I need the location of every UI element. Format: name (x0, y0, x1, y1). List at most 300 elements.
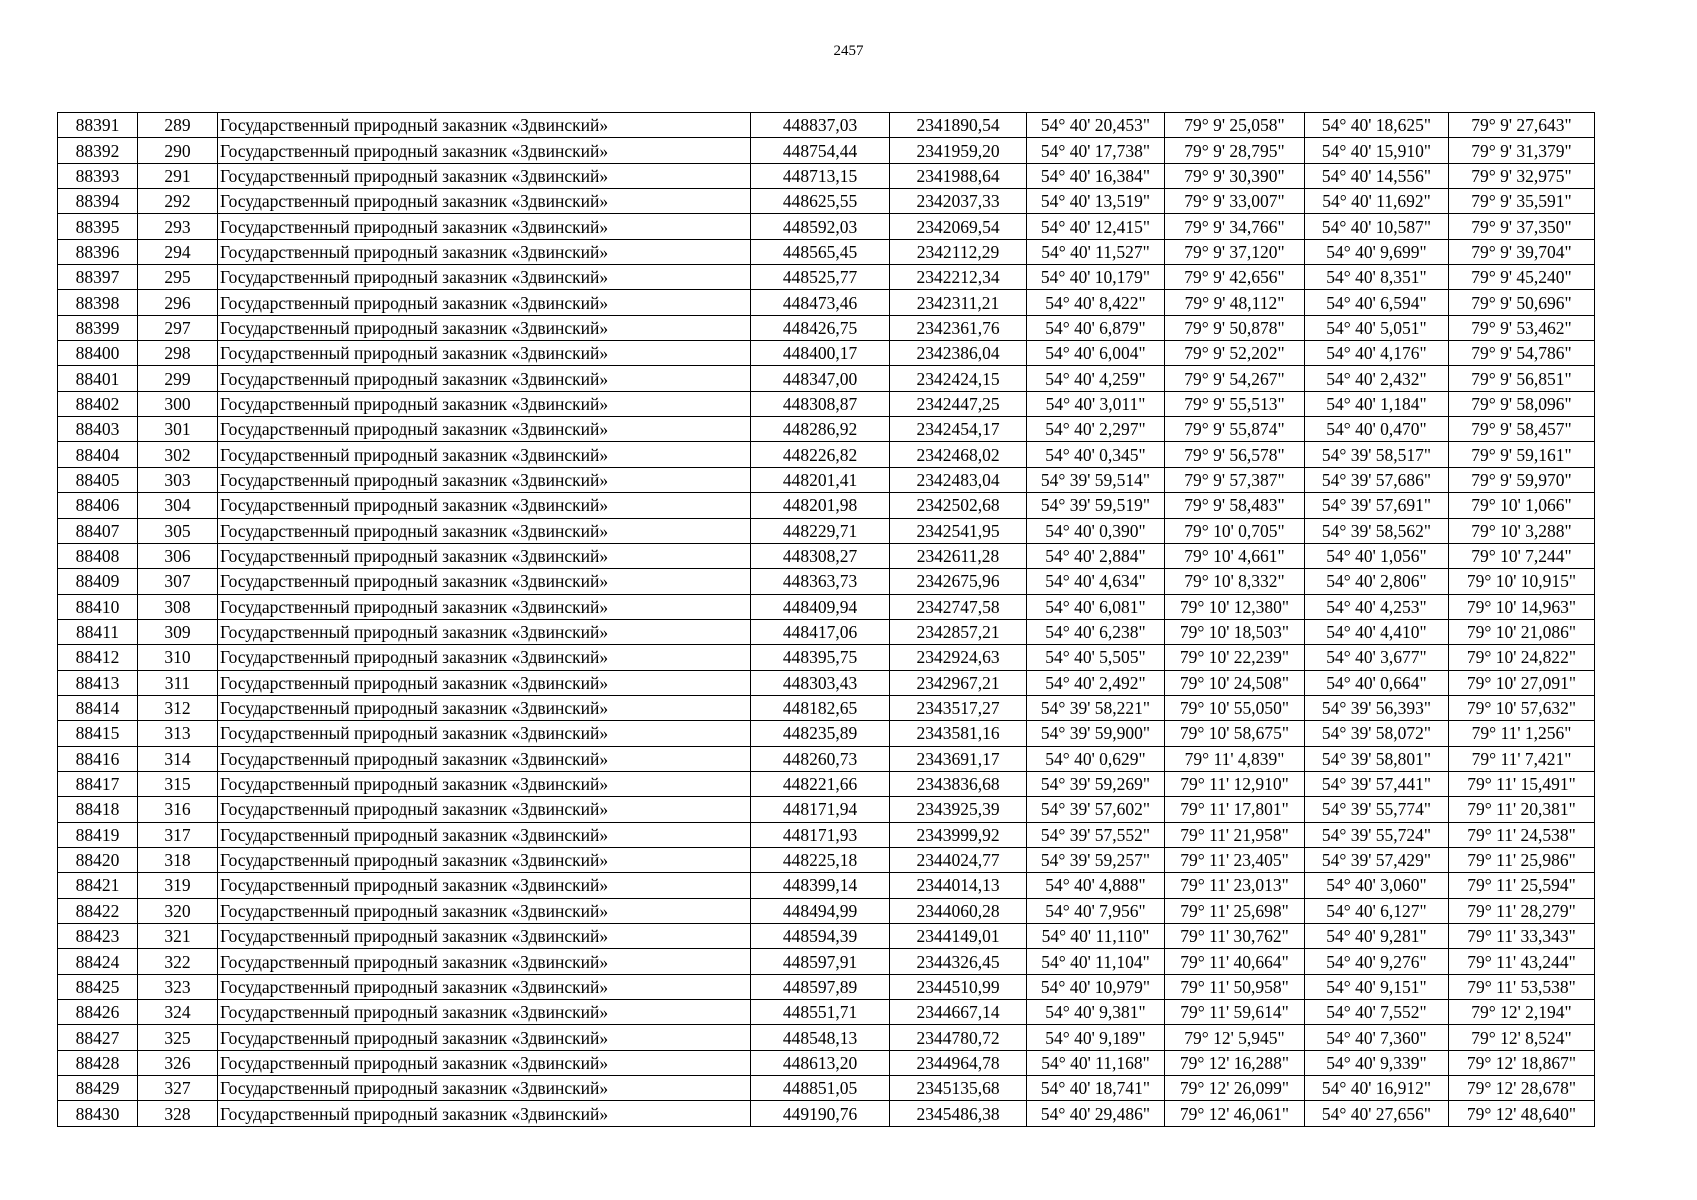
object-name-cell: Государственный природный заказник «Здвинский» (218, 518, 751, 543)
longitude-2-cell: 79° 9' 32,975" (1449, 163, 1595, 188)
record-id-cell: 88415 (58, 721, 138, 746)
table-row (58, 518, 1595, 543)
longitude-1-cell: 79° 12' 26,099" (1165, 1076, 1305, 1101)
latitude-1-cell: 54° 40' 4,259" (1027, 366, 1165, 391)
x-coordinate-cell: 448171,94 (751, 797, 890, 822)
longitude-1-cell: 79° 9' 50,878" (1165, 315, 1305, 340)
record-id-cell: 88404 (58, 442, 138, 467)
longitude-2-cell: 79° 9' 37,350" (1449, 214, 1595, 239)
y-coordinate-cell: 2342747,58 (890, 594, 1027, 619)
table-row (58, 341, 1595, 366)
latitude-1-cell: 54° 40' 6,004" (1027, 341, 1165, 366)
longitude-2-cell: 79° 12' 8,524" (1449, 1025, 1595, 1050)
x-coordinate-cell: 448260,73 (751, 746, 890, 771)
longitude-1-cell: 79° 9' 56,578" (1165, 442, 1305, 467)
record-id-cell: 88412 (58, 645, 138, 670)
point-number-cell: 297 (138, 315, 218, 340)
longitude-2-cell: 79° 12' 48,640" (1449, 1101, 1595, 1126)
latitude-1-cell: 54° 40' 11,527" (1027, 239, 1165, 264)
latitude-1-cell: 54° 40' 0,345" (1027, 442, 1165, 467)
latitude-2-cell: 54° 40' 10,587" (1305, 214, 1449, 239)
record-id-cell: 88395 (58, 214, 138, 239)
longitude-1-cell: 79° 9' 42,656" (1165, 265, 1305, 290)
longitude-1-cell: 79° 10' 8,332" (1165, 569, 1305, 594)
latitude-1-cell: 54° 40' 2,884" (1027, 543, 1165, 568)
longitude-2-cell: 79° 11' 28,279" (1449, 898, 1595, 923)
longitude-2-cell: 79° 9' 50,696" (1449, 290, 1595, 315)
y-coordinate-cell: 2344964,78 (890, 1050, 1027, 1075)
x-coordinate-cell: 448229,71 (751, 518, 890, 543)
x-coordinate-cell: 448409,94 (751, 594, 890, 619)
record-id-cell: 88417 (58, 771, 138, 796)
table-row (58, 949, 1595, 974)
table-row (58, 1101, 1595, 1126)
latitude-2-cell: 54° 40' 9,276" (1305, 949, 1449, 974)
point-number-cell: 292 (138, 189, 218, 214)
page-number: 2457 (833, 43, 864, 59)
y-coordinate-cell: 2342069,54 (890, 214, 1027, 239)
object-name-cell: Государственный природный заказник «Здвинский» (218, 290, 751, 315)
y-coordinate-cell: 2342361,76 (890, 315, 1027, 340)
longitude-2-cell: 79° 9' 58,457" (1449, 417, 1595, 442)
object-name-cell: Государственный природный заказник «Здвинский» (218, 189, 751, 214)
longitude-2-cell: 79° 9' 54,786" (1449, 341, 1595, 366)
point-number-cell: 300 (138, 391, 218, 416)
object-name-cell: Государственный природный заказник «Здвинский» (218, 1025, 751, 1050)
record-id-cell: 88421 (58, 873, 138, 898)
x-coordinate-cell: 448347,00 (751, 366, 890, 391)
table-row (58, 366, 1595, 391)
x-coordinate-cell: 448399,14 (751, 873, 890, 898)
longitude-1-cell: 79° 10' 12,380" (1165, 594, 1305, 619)
object-name-cell: Государственный природный заказник «Здвинский» (218, 1101, 751, 1126)
longitude-2-cell: 79° 9' 53,462" (1449, 315, 1595, 340)
x-coordinate-cell: 448363,73 (751, 569, 890, 594)
latitude-1-cell: 54° 40' 10,179" (1027, 265, 1165, 290)
longitude-1-cell: 79° 11' 50,958" (1165, 974, 1305, 999)
point-number-cell: 312 (138, 695, 218, 720)
object-name-cell: Государственный природный заказник «Здвинский» (218, 746, 751, 771)
table-row (58, 670, 1595, 695)
longitude-1-cell: 79° 9' 52,202" (1165, 341, 1305, 366)
y-coordinate-cell: 2344326,45 (890, 949, 1027, 974)
latitude-1-cell: 54° 40' 4,888" (1027, 873, 1165, 898)
x-coordinate-cell: 448201,98 (751, 493, 890, 518)
latitude-1-cell: 54° 40' 11,110" (1027, 924, 1165, 949)
object-name-cell: Государственный природный заказник «Здвинский» (218, 822, 751, 847)
record-id-cell: 88413 (58, 670, 138, 695)
longitude-1-cell: 79° 11' 12,910" (1165, 771, 1305, 796)
y-coordinate-cell: 2342611,28 (890, 543, 1027, 568)
x-coordinate-cell: 448494,99 (751, 898, 890, 923)
latitude-2-cell: 54° 40' 1,184" (1305, 391, 1449, 416)
latitude-2-cell: 54° 40' 18,625" (1305, 113, 1449, 138)
point-number-cell: 317 (138, 822, 218, 847)
longitude-2-cell: 79° 10' 24,822" (1449, 645, 1595, 670)
latitude-2-cell: 54° 40' 7,360" (1305, 1025, 1449, 1050)
y-coordinate-cell: 2341890,54 (890, 113, 1027, 138)
record-id-cell: 88393 (58, 163, 138, 188)
record-id-cell: 88409 (58, 569, 138, 594)
point-number-cell: 315 (138, 771, 218, 796)
record-id-cell: 88397 (58, 265, 138, 290)
longitude-1-cell: 79° 10' 22,239" (1165, 645, 1305, 670)
y-coordinate-cell: 2344060,28 (890, 898, 1027, 923)
x-coordinate-cell: 448182,65 (751, 695, 890, 720)
y-coordinate-cell: 2343836,68 (890, 771, 1027, 796)
longitude-2-cell: 79° 12' 18,867" (1449, 1050, 1595, 1075)
record-id-cell: 88406 (58, 493, 138, 518)
coordinates-table (57, 112, 1595, 1127)
point-number-cell: 320 (138, 898, 218, 923)
object-name-cell: Государственный природный заказник «Здвинский» (218, 670, 751, 695)
x-coordinate-cell: 448837,03 (751, 113, 890, 138)
record-id-cell: 88408 (58, 543, 138, 568)
y-coordinate-cell: 2343517,27 (890, 695, 1027, 720)
latitude-1-cell: 54° 39' 59,514" (1027, 467, 1165, 492)
object-name-cell: Государственный природный заказник «Здвинский» (218, 771, 751, 796)
latitude-1-cell: 54° 39' 59,900" (1027, 721, 1165, 746)
longitude-2-cell: 79° 9' 58,096" (1449, 391, 1595, 416)
latitude-2-cell: 54° 40' 4,253" (1305, 594, 1449, 619)
object-name-cell: Государственный природный заказник «Здвинский» (218, 543, 751, 568)
object-name-cell: Государственный природный заказник «Здвинский» (218, 695, 751, 720)
y-coordinate-cell: 2342502,68 (890, 493, 1027, 518)
table-row (58, 1000, 1595, 1025)
point-number-cell: 306 (138, 543, 218, 568)
object-name-cell: Государственный природный заказник «Здвинский» (218, 467, 751, 492)
longitude-1-cell: 79° 9' 57,387" (1165, 467, 1305, 492)
point-number-cell: 314 (138, 746, 218, 771)
object-name-cell: Государственный природный заказник «Здвинский» (218, 949, 751, 974)
x-coordinate-cell: 448235,89 (751, 721, 890, 746)
y-coordinate-cell: 2342212,34 (890, 265, 1027, 290)
y-coordinate-cell: 2342857,21 (890, 619, 1027, 644)
latitude-1-cell: 54° 40' 4,634" (1027, 569, 1165, 594)
latitude-2-cell: 54° 40' 6,127" (1305, 898, 1449, 923)
table-row (58, 594, 1595, 619)
x-coordinate-cell: 448525,77 (751, 265, 890, 290)
latitude-1-cell: 54° 40' 7,956" (1027, 898, 1165, 923)
record-id-cell: 88422 (58, 898, 138, 923)
longitude-2-cell: 79° 12' 2,194" (1449, 1000, 1595, 1025)
object-name-cell: Государственный природный заказник «Здвинский» (218, 797, 751, 822)
y-coordinate-cell: 2344149,01 (890, 924, 1027, 949)
record-id-cell: 88394 (58, 189, 138, 214)
point-number-cell: 311 (138, 670, 218, 695)
y-coordinate-cell: 2343581,16 (890, 721, 1027, 746)
y-coordinate-cell: 2342386,04 (890, 341, 1027, 366)
latitude-1-cell: 54° 40' 12,415" (1027, 214, 1165, 239)
longitude-2-cell: 79° 11' 25,594" (1449, 873, 1595, 898)
x-coordinate-cell: 448226,82 (751, 442, 890, 467)
latitude-2-cell: 54° 39' 57,686" (1305, 467, 1449, 492)
record-id-cell: 88396 (58, 239, 138, 264)
latitude-1-cell: 54° 40' 6,081" (1027, 594, 1165, 619)
object-name-cell: Государственный природный заказник «Здвинский» (218, 1076, 751, 1101)
y-coordinate-cell: 2342311,21 (890, 290, 1027, 315)
latitude-2-cell: 54° 40' 0,664" (1305, 670, 1449, 695)
y-coordinate-cell: 2342924,63 (890, 645, 1027, 670)
latitude-2-cell: 54° 40' 8,351" (1305, 265, 1449, 290)
longitude-2-cell: 79° 10' 27,091" (1449, 670, 1595, 695)
latitude-1-cell: 54° 40' 2,297" (1027, 417, 1165, 442)
x-coordinate-cell: 448548,13 (751, 1025, 890, 1050)
point-number-cell: 294 (138, 239, 218, 264)
x-coordinate-cell: 448400,17 (751, 341, 890, 366)
longitude-1-cell: 79° 11' 40,664" (1165, 949, 1305, 974)
longitude-2-cell: 79° 11' 24,538" (1449, 822, 1595, 847)
point-number-cell: 304 (138, 493, 218, 518)
x-coordinate-cell: 448308,87 (751, 391, 890, 416)
latitude-1-cell: 54° 40' 9,189" (1027, 1025, 1165, 1050)
object-name-cell: Государственный природный заказник «Здвинский» (218, 645, 751, 670)
y-coordinate-cell: 2341959,20 (890, 138, 1027, 163)
latitude-1-cell: 54° 40' 11,104" (1027, 949, 1165, 974)
latitude-1-cell: 54° 39' 57,552" (1027, 822, 1165, 847)
table-row (58, 771, 1595, 796)
y-coordinate-cell: 2342483,04 (890, 467, 1027, 492)
latitude-2-cell: 54° 40' 4,410" (1305, 619, 1449, 644)
x-coordinate-cell: 448417,06 (751, 619, 890, 644)
table-row (58, 873, 1595, 898)
longitude-2-cell: 79° 9' 35,591" (1449, 189, 1595, 214)
longitude-2-cell: 79° 10' 1,066" (1449, 493, 1595, 518)
longitude-2-cell: 79° 11' 7,421" (1449, 746, 1595, 771)
latitude-2-cell: 54° 40' 3,060" (1305, 873, 1449, 898)
latitude-2-cell: 54° 39' 58,801" (1305, 746, 1449, 771)
object-name-cell: Государственный природный заказник «Здвинский» (218, 138, 751, 163)
record-id-cell: 88405 (58, 467, 138, 492)
object-name-cell: Государственный природный заказник «Здвинский» (218, 1000, 751, 1025)
point-number-cell: 321 (138, 924, 218, 949)
latitude-2-cell: 54° 39' 57,441" (1305, 771, 1449, 796)
record-id-cell: 88400 (58, 341, 138, 366)
y-coordinate-cell: 2345135,68 (890, 1076, 1027, 1101)
longitude-2-cell: 79° 9' 59,161" (1449, 442, 1595, 467)
latitude-2-cell: 54° 40' 0,470" (1305, 417, 1449, 442)
point-number-cell: 302 (138, 442, 218, 467)
longitude-2-cell: 79° 9' 56,851" (1449, 366, 1595, 391)
x-coordinate-cell: 448426,75 (751, 315, 890, 340)
latitude-2-cell: 54° 40' 4,176" (1305, 341, 1449, 366)
latitude-2-cell: 54° 40' 2,432" (1305, 366, 1449, 391)
latitude-2-cell: 54° 39' 56,393" (1305, 695, 1449, 720)
longitude-1-cell: 79° 9' 25,058" (1165, 113, 1305, 138)
longitude-2-cell: 79° 10' 3,288" (1449, 518, 1595, 543)
latitude-2-cell: 54° 40' 11,692" (1305, 189, 1449, 214)
latitude-1-cell: 54° 40' 0,629" (1027, 746, 1165, 771)
record-id-cell: 88420 (58, 847, 138, 872)
latitude-1-cell: 54° 40' 9,381" (1027, 1000, 1165, 1025)
longitude-2-cell: 79° 9' 39,704" (1449, 239, 1595, 264)
x-coordinate-cell: 448308,27 (751, 543, 890, 568)
point-number-cell: 299 (138, 366, 218, 391)
y-coordinate-cell: 2344024,77 (890, 847, 1027, 872)
longitude-1-cell: 79° 11' 17,801" (1165, 797, 1305, 822)
longitude-1-cell: 79° 9' 28,795" (1165, 138, 1305, 163)
record-id-cell: 88426 (58, 1000, 138, 1025)
x-coordinate-cell: 448201,41 (751, 467, 890, 492)
y-coordinate-cell: 2345486,38 (890, 1101, 1027, 1126)
y-coordinate-cell: 2342675,96 (890, 569, 1027, 594)
table-row (58, 239, 1595, 264)
x-coordinate-cell: 448713,15 (751, 163, 890, 188)
table-row (58, 695, 1595, 720)
y-coordinate-cell: 2344510,99 (890, 974, 1027, 999)
point-number-cell: 301 (138, 417, 218, 442)
y-coordinate-cell: 2342468,02 (890, 442, 1027, 467)
x-coordinate-cell: 448851,05 (751, 1076, 890, 1101)
object-name-cell: Государственный природный заказник «Здвинский» (218, 442, 751, 467)
longitude-2-cell: 79° 12' 28,678" (1449, 1076, 1595, 1101)
latitude-2-cell: 54° 40' 9,339" (1305, 1050, 1449, 1075)
point-number-cell: 305 (138, 518, 218, 543)
object-name-cell: Государственный природный заказник «Здвинский» (218, 847, 751, 872)
record-id-cell: 88401 (58, 366, 138, 391)
latitude-2-cell: 54° 39' 57,429" (1305, 847, 1449, 872)
longitude-1-cell: 79° 9' 33,007" (1165, 189, 1305, 214)
longitude-1-cell: 79° 9' 55,874" (1165, 417, 1305, 442)
latitude-1-cell: 54° 40' 11,168" (1027, 1050, 1165, 1075)
x-coordinate-cell: 449190,76 (751, 1101, 890, 1126)
longitude-1-cell: 79° 12' 46,061" (1165, 1101, 1305, 1126)
table-row (58, 543, 1595, 568)
record-id-cell: 88402 (58, 391, 138, 416)
longitude-1-cell: 79° 10' 55,050" (1165, 695, 1305, 720)
longitude-1-cell: 79° 11' 23,405" (1165, 847, 1305, 872)
table-row (58, 113, 1595, 138)
latitude-2-cell: 54° 40' 9,699" (1305, 239, 1449, 264)
table-row (58, 163, 1595, 188)
point-number-cell: 307 (138, 569, 218, 594)
latitude-1-cell: 54° 40' 20,453" (1027, 113, 1165, 138)
latitude-1-cell: 54° 40' 8,422" (1027, 290, 1165, 315)
latitude-2-cell: 54° 40' 9,281" (1305, 924, 1449, 949)
record-id-cell: 88430 (58, 1101, 138, 1126)
latitude-2-cell: 54° 39' 55,724" (1305, 822, 1449, 847)
table-row (58, 1025, 1595, 1050)
table-body (58, 113, 1595, 1127)
object-name-cell: Государственный природный заказник «Здвинский» (218, 366, 751, 391)
point-number-cell: 310 (138, 645, 218, 670)
latitude-2-cell: 54° 40' 6,594" (1305, 290, 1449, 315)
x-coordinate-cell: 448594,39 (751, 924, 890, 949)
table-row (58, 797, 1595, 822)
object-name-cell: Государственный природный заказник «Здвинский» (218, 239, 751, 264)
object-name-cell: Государственный природный заказник «Здвинский» (218, 163, 751, 188)
y-coordinate-cell: 2342541,95 (890, 518, 1027, 543)
y-coordinate-cell: 2342447,25 (890, 391, 1027, 416)
object-name-cell: Государственный природный заказник «Здвинский» (218, 974, 751, 999)
x-coordinate-cell: 448597,91 (751, 949, 890, 974)
longitude-1-cell: 79° 11' 59,614" (1165, 1000, 1305, 1025)
record-id-cell: 88398 (58, 290, 138, 315)
x-coordinate-cell: 448303,43 (751, 670, 890, 695)
latitude-2-cell: 54° 39' 58,072" (1305, 721, 1449, 746)
y-coordinate-cell: 2342454,17 (890, 417, 1027, 442)
table-row (58, 619, 1595, 644)
table-row (58, 442, 1595, 467)
table-row (58, 1050, 1595, 1075)
object-name-cell: Государственный природный заказник «Здвинский» (218, 924, 751, 949)
point-number-cell: 325 (138, 1025, 218, 1050)
longitude-2-cell: 79° 11' 20,381" (1449, 797, 1595, 822)
table-row (58, 721, 1595, 746)
longitude-1-cell: 79° 10' 4,661" (1165, 543, 1305, 568)
table-row (58, 417, 1595, 442)
longitude-2-cell: 79° 9' 31,379" (1449, 138, 1595, 163)
latitude-1-cell: 54° 40' 6,238" (1027, 619, 1165, 644)
latitude-1-cell: 54° 40' 13,519" (1027, 189, 1165, 214)
point-number-cell: 309 (138, 619, 218, 644)
y-coordinate-cell: 2342112,29 (890, 239, 1027, 264)
object-name-cell: Государственный природный заказник «Здвинский» (218, 898, 751, 923)
longitude-2-cell: 79° 9' 45,240" (1449, 265, 1595, 290)
point-number-cell: 290 (138, 138, 218, 163)
record-id-cell: 88425 (58, 974, 138, 999)
longitude-1-cell: 79° 9' 34,766" (1165, 214, 1305, 239)
longitude-1-cell: 79° 11' 21,958" (1165, 822, 1305, 847)
longitude-1-cell: 79° 12' 5,945" (1165, 1025, 1305, 1050)
record-id-cell: 88424 (58, 949, 138, 974)
longitude-1-cell: 79° 10' 58,675" (1165, 721, 1305, 746)
y-coordinate-cell: 2342967,21 (890, 670, 1027, 695)
object-name-cell: Государственный природный заказник «Здвинский» (218, 315, 751, 340)
point-number-cell: 296 (138, 290, 218, 315)
longitude-2-cell: 79° 11' 25,986" (1449, 847, 1595, 872)
record-id-cell: 88423 (58, 924, 138, 949)
table-row (58, 1076, 1595, 1101)
table-row (58, 214, 1595, 239)
latitude-2-cell: 54° 40' 27,656" (1305, 1101, 1449, 1126)
longitude-1-cell: 79° 11' 4,839" (1165, 746, 1305, 771)
object-name-cell: Государственный природный заказник «Здвинский» (218, 214, 751, 239)
table-row (58, 467, 1595, 492)
latitude-1-cell: 54° 40' 17,738" (1027, 138, 1165, 163)
table-row (58, 645, 1595, 670)
latitude-1-cell: 54° 39' 57,602" (1027, 797, 1165, 822)
point-number-cell: 303 (138, 467, 218, 492)
latitude-1-cell: 54° 39' 59,269" (1027, 771, 1165, 796)
object-name-cell: Государственный природный заказник «Здвинский» (218, 341, 751, 366)
longitude-2-cell: 79° 11' 43,244" (1449, 949, 1595, 974)
latitude-2-cell: 54° 40' 14,556" (1305, 163, 1449, 188)
x-coordinate-cell: 448225,18 (751, 847, 890, 872)
longitude-1-cell: 79° 11' 30,762" (1165, 924, 1305, 949)
record-id-cell: 88418 (58, 797, 138, 822)
longitude-1-cell: 79° 9' 48,112" (1165, 290, 1305, 315)
point-number-cell: 291 (138, 163, 218, 188)
longitude-1-cell: 79° 10' 24,508" (1165, 670, 1305, 695)
x-coordinate-cell: 448286,92 (751, 417, 890, 442)
longitude-2-cell: 79° 9' 59,970" (1449, 467, 1595, 492)
longitude-1-cell: 79° 9' 58,483" (1165, 493, 1305, 518)
x-coordinate-cell: 448565,45 (751, 239, 890, 264)
table-row (58, 898, 1595, 923)
record-id-cell: 88399 (58, 315, 138, 340)
point-number-cell: 293 (138, 214, 218, 239)
latitude-2-cell: 54° 40' 9,151" (1305, 974, 1449, 999)
table-row (58, 493, 1595, 518)
point-number-cell: 326 (138, 1050, 218, 1075)
object-name-cell: Государственный природный заказник «Здвинский» (218, 417, 751, 442)
x-coordinate-cell: 448551,71 (751, 1000, 890, 1025)
x-coordinate-cell: 448395,75 (751, 645, 890, 670)
table-row (58, 924, 1595, 949)
table-row (58, 746, 1595, 771)
point-number-cell: 313 (138, 721, 218, 746)
